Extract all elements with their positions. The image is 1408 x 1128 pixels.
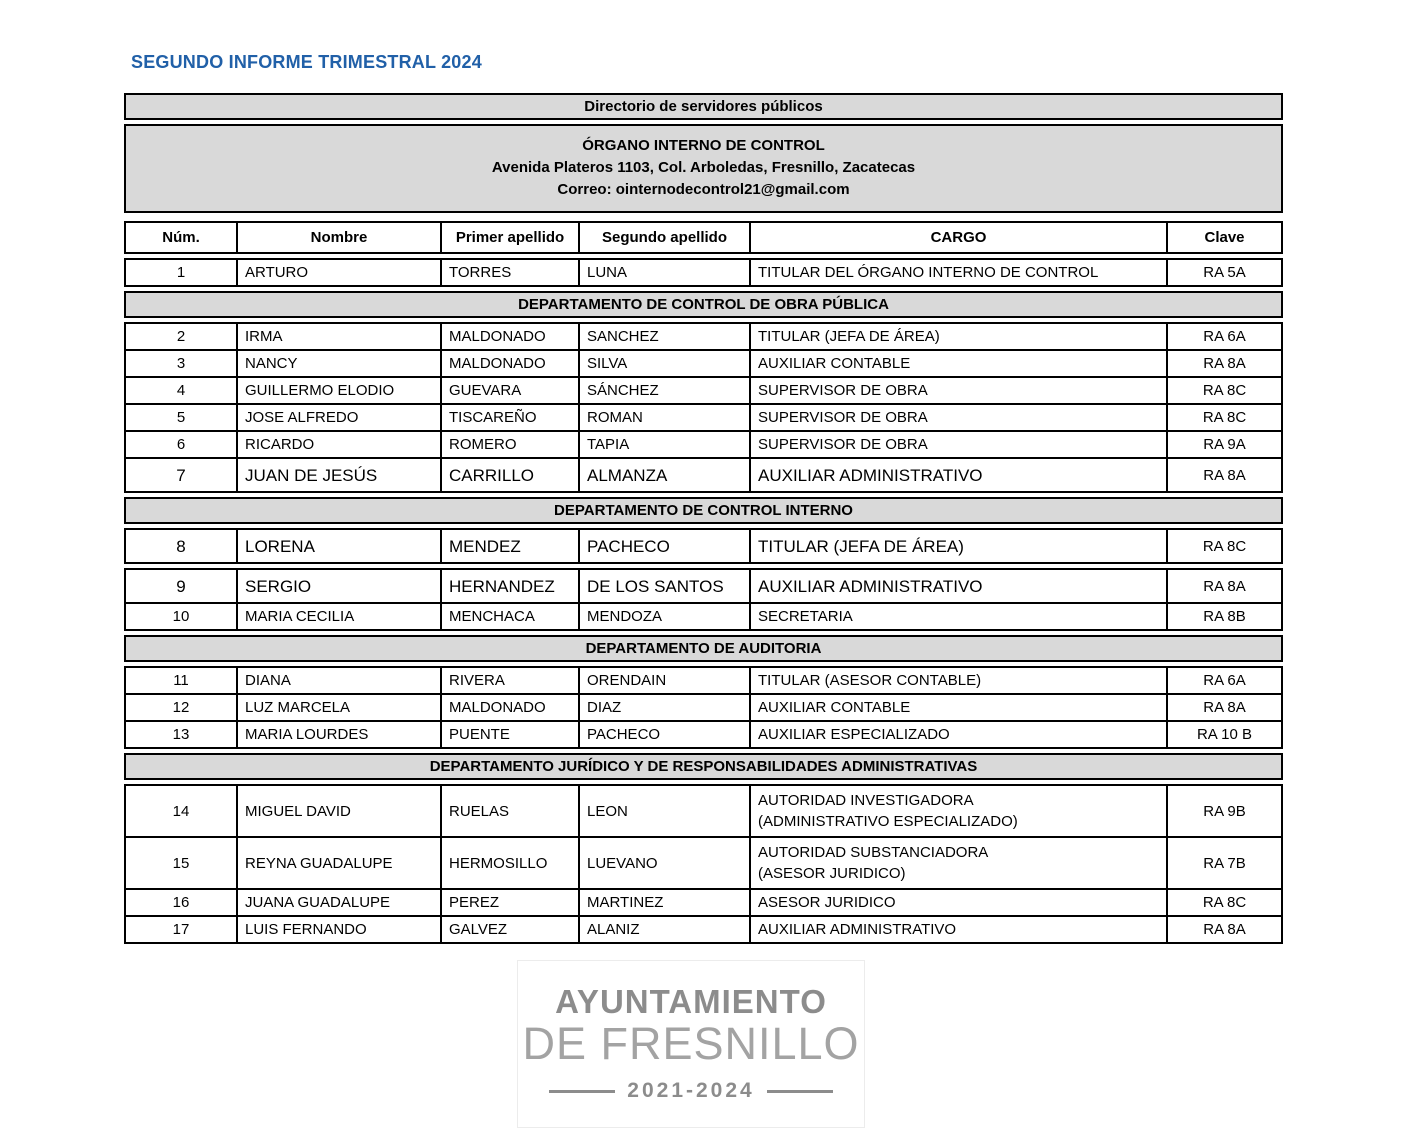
- cell-cargo: SECRETARIA: [751, 604, 1168, 629]
- cell-nombre: REYNA GUADALUPE: [238, 838, 442, 888]
- logo-ayuntamiento-text: AYUNTAMIENTO: [555, 983, 827, 1020]
- cell-cargo: AUXILIAR ESPECIALIZADO: [751, 722, 1168, 747]
- cell-num: 15: [126, 838, 238, 888]
- logo-fresnillo-text: DE FRESNILLO: [522, 1018, 860, 1069]
- cell-cargo: TITULAR DEL ÓRGANO INTERNO DE CONTROL: [751, 260, 1168, 285]
- column-header-primer-apellido: Primer apellido: [442, 223, 580, 252]
- cell-clave: RA 8C: [1202, 409, 1247, 426]
- cell-nombre: MIGUEL DAVID: [238, 786, 442, 836]
- cell-num: 3: [126, 351, 238, 376]
- row-group: [124, 322, 1283, 493]
- column-header-cargo: CARGO: [751, 223, 1168, 252]
- row-group: [124, 528, 1283, 564]
- cell-segundo-apellido: DIAZ: [580, 695, 751, 720]
- cell-num: 6: [126, 432, 238, 457]
- cell-clave: RA 9A: [1203, 436, 1246, 453]
- ayuntamiento-logo: [517, 960, 865, 1128]
- cell-nombre: GUILLERMO ELODIO: [238, 378, 442, 403]
- cell-cargo: SUPERVISOR DE OBRA: [751, 432, 1168, 457]
- cell-primer-apellido: PUENTE: [442, 722, 580, 747]
- cargo-line2: (ADMINISTRATIVO ESPECIALIZADO): [758, 813, 1018, 830]
- cell-segundo-apellido: ALANIZ: [580, 917, 751, 942]
- cell-cargo: [751, 838, 1168, 888]
- cell-primer-apellido: TORRES: [442, 260, 580, 285]
- cell-cargo: AUXILIAR ADMINISTRATIVO: [751, 459, 1168, 491]
- cell-num: 9: [126, 570, 238, 602]
- cell-segundo-apellido: LUEVANO: [580, 838, 751, 888]
- section-band-auditoria: DEPARTAMENTO DE AUDITORIA: [124, 635, 1283, 662]
- cell-num: 1: [126, 260, 238, 285]
- cell-clave: RA 7B: [1203, 854, 1246, 872]
- cell-nombre: MARIA LOURDES: [238, 722, 442, 747]
- table-row: [126, 786, 1281, 836]
- cell-clave: RA 6A: [1203, 672, 1246, 689]
- table-row: [126, 915, 1281, 942]
- cell-nombre: RICARDO: [238, 432, 442, 457]
- cell-segundo-apellido: TAPIA: [580, 432, 751, 457]
- org-email: Correo: ointernodecontrol21@gmail.com: [557, 181, 850, 198]
- row-group: [124, 784, 1283, 944]
- column-header-num: Núm.: [126, 223, 238, 252]
- cell-clave: RA 8C: [1202, 537, 1247, 555]
- cargo-line1: AUTORIDAD SUBSTANCIADORA: [758, 844, 989, 861]
- row-group: [124, 666, 1283, 749]
- cell-cargo: AUXILIAR CONTABLE: [751, 351, 1168, 376]
- cell-num: 11: [126, 668, 238, 693]
- section-band-control-interno: DEPARTAMENTO DE CONTROL INTERNO: [124, 497, 1283, 524]
- cell-primer-apellido: GALVEZ: [442, 917, 580, 942]
- table-row: [126, 668, 1281, 693]
- table-row: [126, 888, 1281, 915]
- cell-cargo: TITULAR (JEFA DE ÁREA): [751, 530, 1168, 562]
- cell-nombre: ARTURO: [238, 260, 442, 285]
- cell-cargo: SUPERVISOR DE OBRA: [751, 378, 1168, 403]
- cell-primer-apellido: ROMERO: [442, 432, 580, 457]
- cell-primer-apellido: RUELAS: [442, 786, 580, 836]
- cell-segundo-apellido: ROMAN: [580, 405, 751, 430]
- cell-clave: RA 8A: [1203, 699, 1246, 716]
- cell-segundo-apellido: ALMANZA: [580, 459, 751, 491]
- row-group: [124, 568, 1283, 631]
- table-row: [126, 457, 1281, 491]
- table-row: [126, 324, 1281, 349]
- cell-clave: RA 8A: [1203, 355, 1246, 372]
- cell-num: 10: [126, 604, 238, 629]
- cell-clave: RA 10 B: [1196, 726, 1253, 743]
- cell-segundo-apellido: PACHECO: [580, 722, 751, 747]
- cell-nombre: SERGIO: [238, 570, 442, 602]
- cell-num: 5: [126, 405, 238, 430]
- cell-primer-apellido: TISCAREÑO: [442, 405, 580, 430]
- cell-segundo-apellido: SILVA: [580, 351, 751, 376]
- cell-clave: RA 5A: [1203, 264, 1246, 281]
- cell-segundo-apellido: ORENDAIN: [580, 668, 751, 693]
- cell-segundo-apellido: DE LOS SANTOS: [580, 570, 751, 602]
- cell-cargo: AUXILIAR ADMINISTRATIVO: [751, 917, 1168, 942]
- cell-nombre: JUAN DE JESÚS: [238, 459, 442, 491]
- cell-clave: RA 9B: [1203, 802, 1246, 820]
- cell-segundo-apellido: LEON: [580, 786, 751, 836]
- cell-primer-apellido: MENCHACA: [442, 604, 580, 629]
- table-row: [126, 376, 1281, 403]
- cell-num: 12: [126, 695, 238, 720]
- logo-years: [549, 1079, 832, 1103]
- table-row: [126, 720, 1281, 747]
- cell-num: 13: [126, 722, 238, 747]
- directory-table: [124, 93, 1283, 944]
- cell-nombre: MARIA CECILIA: [238, 604, 442, 629]
- cell-primer-apellido: MALDONADO: [442, 695, 580, 720]
- logo-rule-left: [549, 1090, 615, 1093]
- org-name: ÓRGANO INTERNO DE CONTROL: [582, 137, 825, 154]
- cell-nombre: JOSE ALFREDO: [238, 405, 442, 430]
- cell-primer-apellido: MENDEZ: [442, 530, 580, 562]
- cell-nombre: LUZ MARCELA: [238, 695, 442, 720]
- cell-clave: RA 8A: [1203, 921, 1246, 938]
- table-caption: Directorio de servidores públicos: [124, 93, 1283, 120]
- table-row: [126, 403, 1281, 430]
- table-row: [126, 530, 1281, 562]
- cell-nombre: JUANA GUADALUPE: [238, 890, 442, 915]
- cell-primer-apellido: PEREZ: [442, 890, 580, 915]
- logo-rule-right: [767, 1090, 833, 1093]
- table-row: [126, 602, 1281, 629]
- cell-segundo-apellido: LUNA: [580, 260, 751, 285]
- cell-clave: RA 8A: [1203, 577, 1246, 595]
- logo-years-text: 2021-2024: [627, 1079, 755, 1102]
- cell-cargo: TITULAR (JEFA DE ÁREA): [751, 324, 1168, 349]
- cell-num: 4: [126, 378, 238, 403]
- cell-primer-apellido: HERMOSILLO: [442, 838, 580, 888]
- cell-cargo: AUXILIAR ADMINISTRATIVO: [751, 570, 1168, 602]
- cell-segundo-apellido: MENDOZA: [580, 604, 751, 629]
- cargo-line1: AUTORIDAD INVESTIGADORA: [758, 792, 974, 809]
- cell-num: 8: [126, 530, 238, 562]
- cell-num: 14: [126, 786, 238, 836]
- cell-clave: RA 8B: [1203, 608, 1246, 625]
- cell-primer-apellido: GUEVARA: [442, 378, 580, 403]
- cell-segundo-apellido: PACHECO: [580, 530, 751, 562]
- cell-primer-apellido: MALDONADO: [442, 324, 580, 349]
- org-address: Avenida Plateros 1103, Col. Arboledas, Fresnillo, Zacatecas: [491, 159, 916, 176]
- column-header-row: [124, 221, 1283, 254]
- cell-primer-apellido: MALDONADO: [442, 351, 580, 376]
- column-header-nombre: Nombre: [238, 223, 442, 252]
- cell-segundo-apellido: MARTINEZ: [580, 890, 751, 915]
- org-header: [124, 124, 1283, 213]
- table-row: [126, 349, 1281, 376]
- cell-cargo: TITULAR (ASESOR CONTABLE): [751, 668, 1168, 693]
- cell-primer-apellido: RIVERA: [442, 668, 580, 693]
- cell-num: 17: [126, 917, 238, 942]
- cell-num: 16: [126, 890, 238, 915]
- row-group: [124, 258, 1283, 287]
- cell-nombre: NANCY: [238, 351, 442, 376]
- cell-cargo: [751, 786, 1168, 836]
- cell-clave: RA 8C: [1202, 894, 1247, 911]
- cargo-line2: (ASESOR JURIDICO): [758, 865, 906, 882]
- cell-nombre: LUIS FERNANDO: [238, 917, 442, 942]
- cell-nombre: IRMA: [238, 324, 442, 349]
- cell-clave: RA 6A: [1203, 328, 1246, 345]
- table-row: [126, 430, 1281, 457]
- cell-num: 2: [126, 324, 238, 349]
- table-row: [126, 260, 1281, 285]
- cell-primer-apellido: HERNANDEZ: [442, 570, 580, 602]
- cell-nombre: LORENA: [238, 530, 442, 562]
- cell-clave: RA 8A: [1203, 466, 1246, 484]
- cell-num: 7: [126, 459, 238, 491]
- cell-segundo-apellido: SANCHEZ: [580, 324, 751, 349]
- table-row: [126, 570, 1281, 602]
- column-header-clave: Clave: [1204, 229, 1245, 246]
- section-band-juridico: DEPARTAMENTO JURÍDICO Y DE RESPONSABILIDADES ADMINISTRATIVAS: [124, 753, 1283, 780]
- cell-nombre: DIANA: [238, 668, 442, 693]
- section-band-control-obra-publica: DEPARTAMENTO DE CONTROL DE OBRA PÚBLICA: [124, 291, 1283, 318]
- cell-cargo: AUXILIAR CONTABLE: [751, 695, 1168, 720]
- cell-cargo: ASESOR JURIDICO: [751, 890, 1168, 915]
- cell-segundo-apellido: SÁNCHEZ: [580, 378, 751, 403]
- cell-cargo: SUPERVISOR DE OBRA: [751, 405, 1168, 430]
- cell-primer-apellido: CARRILLO: [442, 459, 580, 491]
- column-header-segundo-apellido: Segundo apellido: [580, 223, 751, 252]
- cell-clave: RA 8C: [1202, 382, 1247, 399]
- table-row: [126, 836, 1281, 888]
- table-row: [126, 693, 1281, 720]
- page-title: SEGUNDO INFORME TRIMESTRAL 2024: [131, 52, 482, 72]
